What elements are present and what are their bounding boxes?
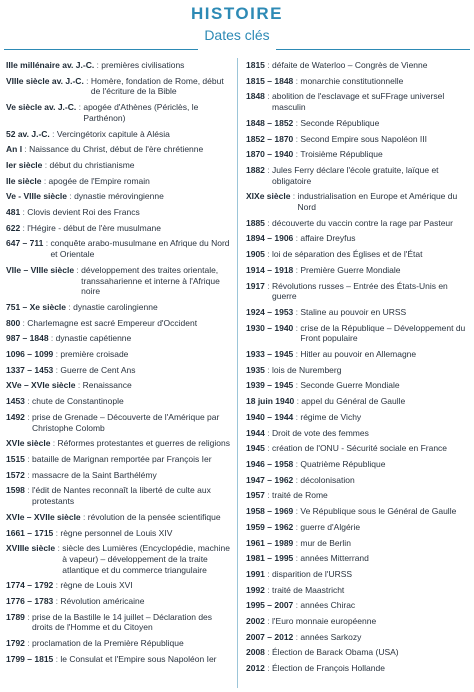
timeline-event: décolonisation [300, 474, 355, 485]
timeline-date: XVIe siècle [6, 438, 51, 449]
timeline-date: 1924 – 1953 [246, 306, 294, 317]
timeline-separator: : [53, 596, 61, 607]
timeline-entry [246, 396, 470, 407]
timeline-event: révolution de la pensée scientifique [87, 511, 221, 522]
timeline-entry [6, 129, 230, 140]
timeline-entry [6, 160, 230, 171]
timeline-separator: : [264, 568, 273, 579]
timeline-event: traité de Rome [272, 490, 328, 501]
timeline-entry [6, 318, 230, 329]
timeline-date: 647 – 711 [6, 238, 44, 249]
timeline-separator: : [83, 75, 91, 86]
timeline-event: proclamation de la Première République [32, 638, 184, 649]
timeline-entry [6, 543, 230, 575]
timeline-entry [6, 485, 230, 506]
timeline-date: 1959 – 1962 [246, 521, 294, 532]
timeline-event: crise de la République – Développement du Front populaire [300, 322, 466, 344]
timeline-entry [246, 459, 470, 470]
timeline-entry [246, 522, 470, 533]
timeline-date: VIIIe siècle av. J.-C. [6, 75, 84, 86]
timeline-entry [246, 165, 470, 186]
timeline-date: Ve - VIIIe siècle [6, 191, 67, 202]
timeline-event: règne personnel de Louis XIV [60, 527, 173, 538]
timeline-separator: : [293, 306, 301, 317]
timeline-separator: : [264, 364, 273, 375]
timeline-entry [6, 580, 230, 591]
timeline-separator: : [53, 653, 61, 664]
timeline-entry [6, 528, 230, 539]
timeline-event: Naissance du Christ, début de l'ère chrétienne [29, 144, 204, 155]
timeline-entry [246, 233, 470, 244]
timeline-event: règne de Louis XVI [60, 580, 133, 591]
timeline-separator: : [24, 396, 33, 407]
right-timeline-column [246, 60, 470, 679]
timeline-event: premières civilisations [101, 60, 185, 70]
timeline-separator: : [293, 506, 301, 517]
timeline-event: disparition de l'URSS [272, 568, 353, 579]
timeline-date: 1096 – 1099 [6, 349, 54, 360]
page-subtitle: Dates clés [204, 27, 270, 43]
timeline-date: 2012 [246, 663, 265, 674]
timeline-entry [246, 600, 470, 611]
timeline-date: 1957 [246, 490, 265, 501]
timeline-date: 1848 – 1852 [246, 117, 294, 128]
timeline-separator: : [293, 149, 301, 160]
timeline-date: 2002 [246, 616, 265, 627]
timeline-date: 1933 – 1945 [246, 349, 294, 360]
timeline-event: massacre de la Saint Barthélémy [32, 469, 157, 480]
timeline-separator: : [264, 249, 273, 260]
timeline-separator: : [293, 264, 301, 275]
timeline-date: 1870 – 1940 [246, 149, 294, 160]
timeline-separator: : [41, 175, 49, 186]
timeline-entry [246, 663, 470, 674]
timeline-entry [6, 438, 230, 449]
timeline-entry [6, 60, 230, 71]
timeline-event: prise de la Bastille le 14 juillet – Déclaration des droits de l'Homme et du Citoyen [32, 611, 213, 633]
timeline-entry [6, 265, 230, 297]
timeline-entry [246, 647, 470, 658]
timeline-event: monarchie constitutionnelle [300, 75, 404, 86]
timeline-separator: : [294, 396, 302, 407]
timeline-event: années Sarkozy [300, 631, 362, 642]
timeline-event: Élection de François Hollande [272, 663, 385, 674]
timeline-date: 1894 – 1906 [246, 233, 294, 244]
timeline-entry [246, 218, 470, 229]
timeline-separator: : [293, 349, 301, 360]
timeline-separator: : [264, 60, 273, 70]
timeline-separator: : [24, 411, 33, 422]
timeline-date: 1946 – 1958 [246, 458, 294, 469]
timeline-event: chute de Constantinople [32, 396, 124, 407]
timeline-entry [246, 616, 470, 627]
timeline-event: Droit de vote des femmes [272, 427, 369, 438]
timeline-entry [246, 475, 470, 486]
timeline-separator: : [24, 611, 33, 622]
timeline-event: affaire Dreyfus [300, 233, 356, 244]
timeline-date: 1492 [6, 411, 25, 422]
timeline-date: 1914 – 1918 [246, 264, 294, 275]
timeline-date: Ier siècle [6, 159, 43, 170]
timeline-date: 1917 [246, 280, 265, 291]
timeline-separator: : [53, 364, 61, 375]
timeline-event: années Mitterrand [300, 553, 369, 564]
timeline-event: industrialisation en Europe et Amérique du Nord [297, 191, 458, 213]
timeline-separator: : [66, 191, 75, 202]
timeline-separator: : [75, 380, 83, 391]
timeline-date: 1598 [6, 485, 25, 496]
timeline-date: 800 [6, 317, 21, 328]
timeline-separator: : [24, 638, 33, 649]
timeline-separator: : [49, 128, 57, 139]
timeline-separator: : [20, 222, 28, 233]
timeline-event: Homère, fondation de Rome, début de l'écriture de la Bible [90, 75, 224, 97]
timeline-date: Ve siècle av. J.-C. [6, 102, 77, 113]
timeline-date: 1935 [246, 364, 265, 375]
timeline-date: 1995 – 2007 [246, 600, 294, 611]
title-rule-left [4, 49, 198, 50]
timeline-entry [6, 454, 230, 465]
timeline-separator: : [293, 380, 301, 391]
timeline-date: 1848 [246, 91, 265, 102]
timeline-event: apogée d'Athènes (Périclès, le Parthénon) [83, 102, 199, 123]
timeline-separator: : [53, 349, 61, 360]
timeline-date: IIe siècle [6, 175, 42, 186]
timeline-entry [6, 396, 230, 407]
timeline-separator: : [293, 322, 301, 333]
timeline-date: 622 [6, 222, 21, 233]
timeline-separator: : [264, 616, 273, 627]
timeline-date: 1992 [246, 584, 265, 595]
timeline-date: 1885 [246, 217, 265, 228]
timeline-entry [246, 553, 470, 564]
timeline-separator: : [293, 75, 301, 86]
timeline-event: Clovis devient Roi des Francs [27, 207, 140, 218]
timeline-entry [246, 569, 470, 580]
timeline-separator: : [50, 438, 58, 449]
timeline-separator: : [293, 553, 301, 564]
timeline-separator: : [66, 301, 74, 312]
timeline-event: abolition de l'esclavage et suFFrage universel masculin [272, 91, 445, 113]
timeline-event: traité de Maastricht [272, 584, 345, 595]
timeline-separator: : [264, 663, 273, 674]
timeline-event: régime de Vichy [300, 411, 362, 422]
timeline-entry [246, 490, 470, 501]
timeline-date: 1944 [246, 427, 265, 438]
timeline-entry [6, 470, 230, 481]
column-divider [237, 58, 238, 688]
timeline-separator: : [74, 264, 82, 275]
timeline-event: bataille de Marignan remportée par François Ier [32, 453, 212, 464]
timeline-entry [246, 249, 470, 260]
timeline-event: Révolution américaine [60, 596, 145, 607]
timeline-event: Troisième République [300, 149, 383, 160]
timeline-event: Élection de Barack Obama (USA) [272, 647, 399, 658]
timeline-date: 481 [6, 207, 21, 218]
timeline-event: apogée de l'Empire romain [48, 175, 150, 186]
timeline-date: 1815 [246, 60, 265, 70]
timeline-date: 1815 – 1848 [246, 75, 294, 86]
timeline-event: mur de Berlin [300, 537, 351, 548]
timeline-entry [6, 654, 230, 665]
timeline-date: 1852 – 1870 [246, 133, 294, 144]
timeline-separator: : [290, 191, 298, 202]
timeline-event: Révolutions russes – Entrée des États-Unis en guerre [272, 280, 448, 302]
timeline-date: An I [6, 144, 23, 155]
timeline-separator: : [293, 537, 301, 548]
timeline-entry [246, 412, 470, 423]
timeline-separator: : [293, 458, 301, 469]
timeline-separator: : [264, 584, 273, 595]
timeline-date: IIIe millénaire av. J.-C. [6, 60, 95, 70]
timeline-entry [6, 176, 230, 187]
timeline-entry [6, 333, 230, 344]
timeline-date: 1789 [6, 611, 25, 622]
timeline-event: Hitler au pouvoir en Allemagne [300, 349, 417, 360]
timeline-separator: : [264, 443, 273, 454]
timeline-entry [246, 134, 470, 145]
timeline-date: 1792 [6, 638, 25, 649]
timeline-entry [246, 585, 470, 596]
timeline-separator: : [43, 238, 51, 249]
timeline-separator: : [53, 527, 61, 538]
timeline-entry [246, 91, 470, 112]
timeline-date: 1799 – 1815 [6, 653, 54, 664]
timeline-date: 1572 [6, 469, 25, 480]
timeline-date: XVIIIe siècle [6, 543, 56, 554]
timeline-date: 1515 [6, 453, 25, 464]
timeline-separator: : [94, 60, 102, 70]
timeline-event: lois de Nuremberg [272, 364, 342, 375]
timeline-event: Seconde Guerre Mondiale [300, 380, 400, 391]
timeline-entry [246, 76, 470, 87]
timeline-date: 1453 [6, 396, 25, 407]
timeline-event: dynastie capétienne [55, 333, 132, 344]
timeline-event: début du christianisme [49, 159, 135, 170]
timeline-separator: : [264, 217, 273, 228]
timeline-separator: : [293, 233, 301, 244]
timeline-entry [246, 428, 470, 439]
timeline-event: développement des traites orientale, transsaharienne et interne à l'Afrique noire [81, 264, 220, 297]
timeline-date: 1661 – 1715 [6, 527, 54, 538]
timeline-entry [246, 506, 470, 517]
timeline-entry [6, 380, 230, 391]
timeline-event: défaite de Waterloo – Congrès de Vienne [272, 60, 428, 70]
timeline-entry [246, 118, 470, 129]
timeline-entry [246, 149, 470, 160]
timeline-separator: : [24, 485, 33, 496]
timeline-date: 751 – Xe siècle [6, 301, 67, 312]
timeline-entry [6, 302, 230, 313]
timeline-date: 52 av. J.-C. [6, 128, 50, 139]
timeline-date: 1905 [246, 249, 265, 260]
timeline-date: 2008 [246, 647, 265, 658]
timeline-date: 1958 – 1969 [246, 506, 294, 517]
timeline-separator: : [264, 280, 273, 291]
timeline-date: XVIe – XVIIe siècle [6, 511, 81, 522]
timeline-event: appel du Général de Gaulle [301, 396, 406, 407]
title-rule-right [276, 49, 470, 50]
timeline-event: l'édit de Nantes reconnaît la liberté de culte aux protestants [32, 485, 211, 507]
timeline-separator: : [76, 102, 84, 113]
timeline-separator: : [42, 159, 50, 170]
timeline-date: XVe – XVIe siècle [6, 380, 76, 391]
timeline-event: création de l'ONU - Sécurité sociale en France [272, 443, 448, 454]
timeline-separator: : [20, 207, 28, 218]
timeline-date: 1940 – 1944 [246, 411, 294, 422]
timeline-event: découverte du vaccin contre la rage par Pasteur [272, 217, 453, 228]
timeline-event: Second Empire sous Napoléon III [300, 133, 428, 144]
timeline-entry [6, 207, 230, 218]
timeline-separator: : [293, 133, 301, 144]
timeline-date: 1337 – 1453 [6, 364, 54, 375]
timeline-event: Ve République sous le Général de Gaulle [300, 506, 457, 517]
timeline-event: le Consulat et l'Empire sous Napoléon Ier [60, 653, 217, 664]
timeline-separator: : [264, 647, 273, 658]
timeline-event: Réformes protestantes et guerres de religions [57, 438, 230, 449]
timeline-date: 2007 – 2012 [246, 631, 294, 642]
timeline-event: guerre d'Algérie [300, 521, 361, 532]
timeline-separator: : [264, 91, 273, 102]
timeline-event: conquête arabo-musulmane en Afrique du Nord et Orientale [50, 238, 230, 260]
timeline-event: Première Guerre Mondiale [300, 264, 401, 275]
timeline-separator: : [264, 164, 273, 175]
timeline-entry [6, 102, 230, 123]
left-timeline-column [6, 60, 230, 670]
timeline-separator: : [293, 117, 301, 128]
timeline-date: 1991 [246, 568, 265, 579]
timeline-separator: : [80, 511, 88, 522]
timeline-entry [6, 596, 230, 607]
timeline-separator: : [22, 144, 30, 155]
page-title: HISTOIRE [191, 4, 283, 23]
timeline-entry [246, 60, 470, 71]
timeline-date: 1961 – 1989 [246, 537, 294, 548]
timeline-entry [6, 144, 230, 155]
timeline-date: 1774 – 1792 [6, 580, 54, 591]
timeline-entry [6, 76, 230, 97]
timeline-date: XIXe siècle [246, 191, 291, 202]
timeline-entry [246, 349, 470, 360]
timeline-event: prise de Grenade – Découverte de l'Amérique par Christophe Colomb [32, 411, 220, 433]
timeline-date: 1945 [246, 443, 265, 454]
timeline-event: Vercingétorix capitule à Alésia [56, 128, 170, 139]
timeline-date: VIIe – VIIIe siècle [6, 264, 75, 275]
timeline-event: années Chirac [300, 600, 356, 611]
timeline-event: Charlemagne est sacré Empereur d'Occident [27, 317, 198, 328]
timeline-entry [246, 365, 470, 376]
timeline-event: Renaissance [82, 380, 132, 391]
timeline-entry [246, 281, 470, 302]
timeline-date: 1882 [246, 164, 265, 175]
timeline-date: 987 – 1848 [6, 333, 49, 344]
timeline-entry [6, 223, 230, 234]
timeline-separator: : [48, 333, 56, 344]
timeline-event: Jules Ferry déclare l'école gratuite, laïque et obligatoire [272, 164, 439, 186]
timeline-event: dynastie carolingienne [73, 301, 158, 312]
timeline-separator: : [293, 521, 301, 532]
timeline-entry [246, 632, 470, 643]
timeline-separator: : [293, 631, 301, 642]
timeline-separator: : [20, 317, 28, 328]
timeline-separator: : [293, 600, 301, 611]
timeline-entry [246, 265, 470, 276]
timeline-event: Seconde République [300, 117, 380, 128]
timeline-entry [6, 612, 230, 633]
timeline-separator: : [264, 490, 273, 501]
timeline-event: l'Hégire - début de l'ère musulmane [27, 222, 161, 233]
timeline-separator: : [24, 453, 33, 464]
timeline-entry [246, 191, 470, 212]
timeline-separator: : [293, 411, 301, 422]
timeline-event: Guerre de Cent Ans [60, 364, 136, 375]
timeline-entry [6, 365, 230, 376]
timeline-separator: : [293, 474, 301, 485]
timeline-date: 18 juin 1940 [246, 396, 295, 407]
timeline-event: Quatrième République [300, 458, 386, 469]
timeline-date: 1776 – 1783 [6, 596, 54, 607]
timeline-separator: : [55, 543, 63, 554]
timeline-date: 1930 – 1940 [246, 322, 294, 333]
timeline-entry [246, 443, 470, 454]
timeline-entry [246, 307, 470, 318]
timeline-event: Staline au pouvoir en URSS [300, 306, 407, 317]
timeline-separator: : [264, 427, 273, 438]
timeline-date: 1947 – 1962 [246, 474, 294, 485]
timeline-entry [6, 412, 230, 433]
timeline-entry [246, 538, 470, 549]
timeline-event: siècle des Lumières (Encyclopédie, machine à vapeur) – développement de la traite atlantique et du commerce triangulaire [62, 543, 230, 575]
timeline-separator: : [24, 469, 33, 480]
timeline-separator: : [53, 580, 61, 591]
timeline-entry [6, 638, 230, 649]
timeline-event: loi de séparation des Églises et de l'État [272, 249, 423, 260]
timeline-date: 1981 – 1995 [246, 553, 294, 564]
timeline-entry [6, 238, 230, 259]
timeline-entry [6, 191, 230, 202]
timeline-event: l'Euro monnaie européenne [272, 616, 377, 627]
timeline-entry [6, 512, 230, 523]
timeline-entry [246, 323, 470, 344]
timeline-date: 1939 – 1945 [246, 380, 294, 391]
timeline-entry [246, 380, 470, 391]
timeline-event: dynastie mérovingienne [74, 191, 164, 202]
timeline-entry [6, 349, 230, 360]
timeline-event: première croisade [60, 349, 129, 360]
